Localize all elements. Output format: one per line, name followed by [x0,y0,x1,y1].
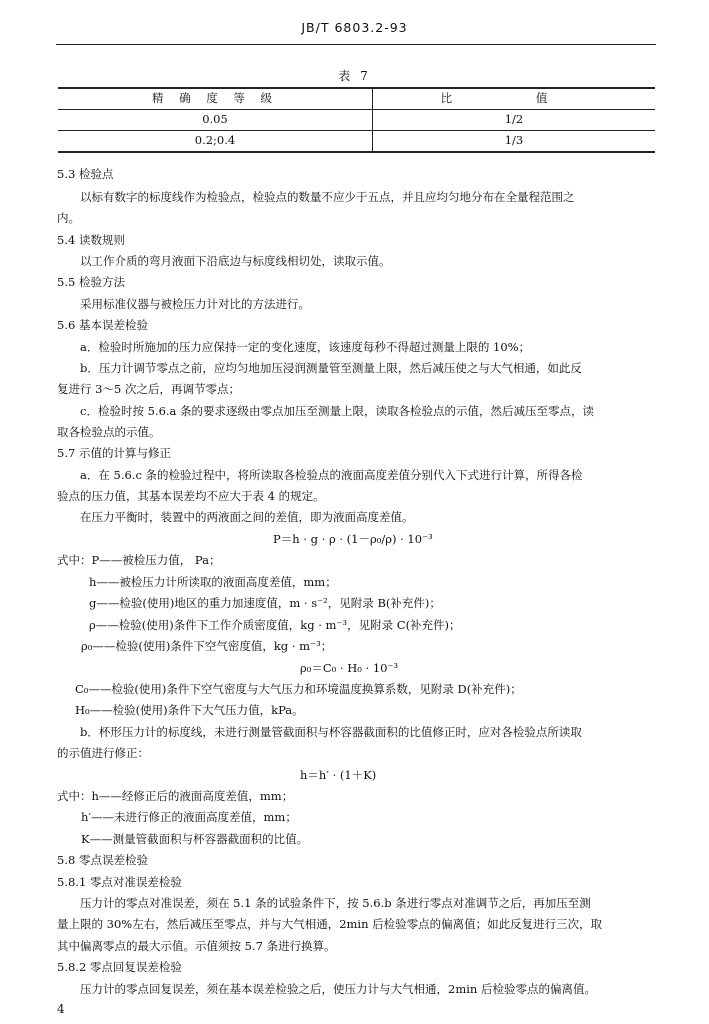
paragraph-line: 采用标准仪器与被检压力计对比的方法进行。 [80,297,310,311]
where-line: h′——未进行修正的液面高度差值，mm； [81,810,297,824]
section-5-3-heading: 5.3 检验点 [57,167,114,181]
formula-correction: h＝h′ · (1＋K) [300,768,377,782]
page-number: 4 [57,1002,65,1016]
where-line: g——检验(使用)地区的重力加速度值，m · s⁻²，见附录 B(补充件)； [89,596,441,610]
header-rule [56,44,656,45]
paragraph-line: c．检验时按 5.6.a 条的要求逐级由零点加压至测量上限，读取各检验点的示值，然后减压至零点，读 [80,404,595,418]
where-line: K——测量管截面积与杯容器截面积的比值。 [81,832,309,846]
paragraph-line: 以工作介质的弯月液面下沿底边与标度线相切处，读取示值。 [80,254,391,268]
paragraph-line: 其中偏离零点的最大示值。示值须按 5.7 条进行换算。 [57,939,336,953]
paragraph-line: 复进行 3～5 次之后，再调节零点； [57,382,240,396]
cell-ratio: 1/2 [373,110,656,131]
section-5-4-heading: 5.4 读数规则 [57,233,125,247]
paragraph-line: 压力计的零点对准误差，须在 5.1 条的试验条件下，按 5.6.b 条进行零点对准调节之后，再加压至测 [80,896,591,910]
section-5-8-heading: 5.8 零点误差检验 [57,853,148,867]
paragraph-line: 内。 [57,211,80,225]
paragraph-line: 量上限的 30%左右，然后减压至零点，并与大气相通，2min 后检验零点的偏离值；如此反复进行三次，取 [57,917,603,931]
table-header-row [58,88,655,110]
paragraph-line: 压力计的零点回复误差，须在基本误差检验之后，使压力计与大气相通，2min 后检验零点的偏离值。 [80,982,596,996]
paragraph-line: 验点的压力值，其基本误差均不应大于表 4 的规定。 [57,489,325,503]
where-line: 式中：P——被检压力值， Pa； [57,553,221,567]
where-line: ρ₀——检验(使用)条件下空气密度值，kg · m⁻³； [81,639,333,653]
paragraph-line: b．杯形压力计的标度线，未进行测量管截面积与杯容器截面积的比值修正时，应对各检验点所读取 [80,725,582,739]
section-5-7-heading: 5.7 示值的计算与修正 [57,446,171,460]
where-line: 式中：h——经修正后的液面高度差值，mm； [57,789,294,803]
paragraph-line: 取各检验点的示值。 [57,425,161,439]
header-ratio: 比 值 [373,88,656,110]
table-row [58,110,655,131]
section-5-8-2-heading: 5.8.2 零点回复误差检验 [57,960,182,974]
where-line: h——被检压力计所读取的液面高度差值，mm； [89,575,337,589]
table-7 [58,87,655,153]
where-line: ρ——检验(使用)条件下工作介质密度值，kg · m⁻³，见附录 C(补充件)； [89,618,461,632]
cell-accuracy: 0.2;0.4 [58,131,373,153]
paragraph-line: a．检验时所施加的压力应保持一定的变化速度，该速度每秒不得超过测量上限的 10%； [80,340,531,354]
paragraph-line: 以标有数字的标度线作为检验点，检验点的数量不应少于五点，并且应均匀地分布在全量程范围之 [80,190,575,204]
where-line: H₀——检验(使用)条件下大气压力值，kPa。 [75,703,304,717]
table-row [58,131,655,153]
where-line: C₀——检验(使用)条件下空气密度与大气压力和环境温度换算系数，见附录 D(补充件)； [75,682,522,696]
section-5-6-heading: 5.6 基本误差检验 [57,318,148,332]
header-accuracy-class: 精 确 度 等 级 [58,88,373,110]
formula-air-density: ρ₀＝C₀ · H₀ · 10⁻³ [300,661,399,675]
page-header: JB/T 6803.2-93 [301,20,408,35]
section-5-8-1-heading: 5.8.1 零点对准误差检验 [57,875,182,889]
table-caption: 表 7 [338,69,371,83]
paragraph-line: 在压力平衡时，装置中的两液面之间的差值，即为液面高度差值。 [80,510,414,524]
paragraph-line: b．压力计调节零点之前，应均匀地加压浸润测量管至测量上限，然后减压使之与大气相通，如此反 [80,361,582,375]
section-5-5-heading: 5.5 检验方法 [57,275,125,289]
paragraph-line: a．在 5.6.c 条的检验过程中，将所读取各检验点的液面高度差值分别代入下式进行计算，所得各检 [80,468,583,482]
formula-pressure: P＝h · g · ρ · (1－ρ₀/ρ) · 10⁻³ [273,532,433,546]
cell-ratio: 1/3 [373,131,656,153]
paragraph-line: 的示值进行修正： [57,746,149,760]
cell-accuracy: 0.05 [58,110,373,131]
